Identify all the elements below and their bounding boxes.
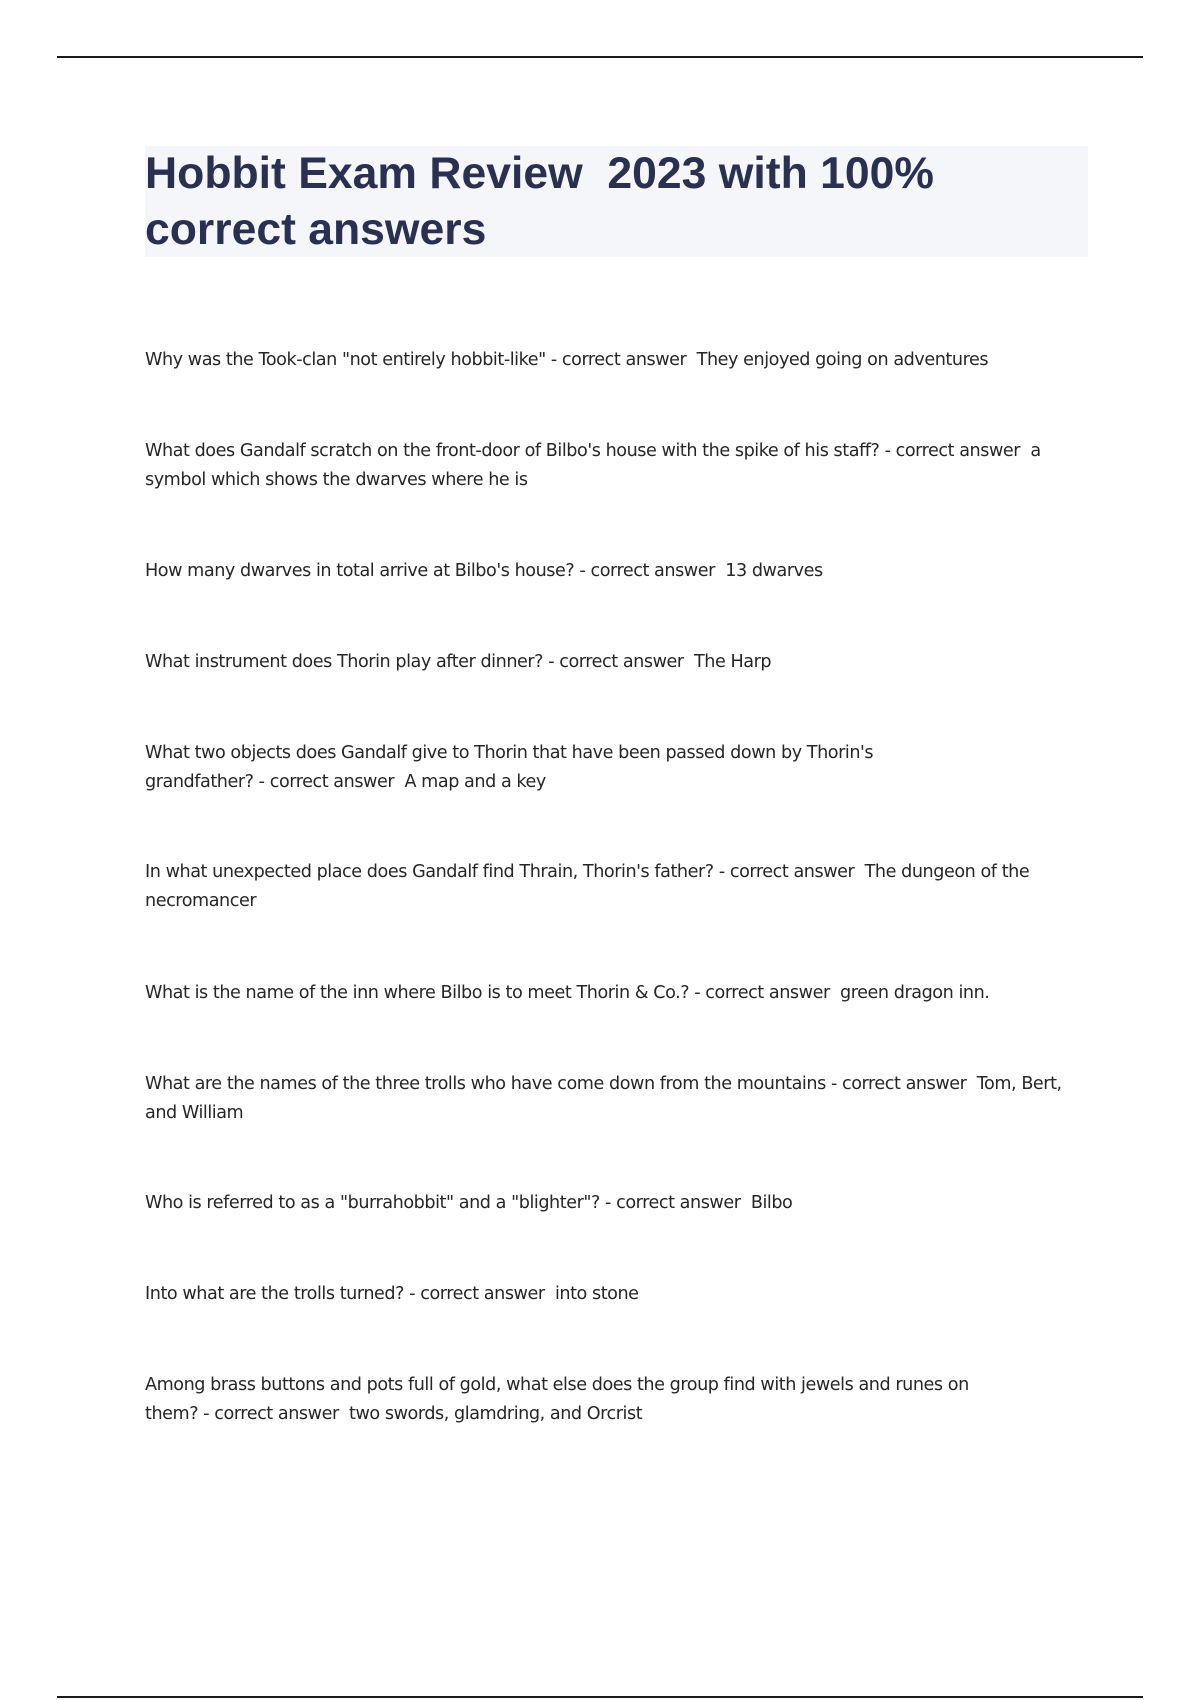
qa-item xyxy=(145,979,1090,1008)
qa-item xyxy=(145,346,1090,375)
answer-label: - correct answer xyxy=(404,1284,555,1304)
answer-text: They enjoyed going on adventures xyxy=(696,350,989,370)
answer-text: 13 dwarves xyxy=(725,561,823,581)
answer-text: The Harp xyxy=(693,652,772,672)
answer-text: The dungeon of the necromancer xyxy=(145,862,1035,911)
answer-label: - correct answer xyxy=(825,1074,977,1094)
qa-item xyxy=(145,1371,1090,1429)
question-text: What is the name of the inn where Bilbo is to meet Thorin & Co.? xyxy=(145,983,690,1003)
qa-item xyxy=(145,437,1090,495)
answer-label: - correct answer xyxy=(689,983,841,1003)
answer-text: Bilbo xyxy=(750,1193,793,1213)
qa-item xyxy=(145,1070,1090,1128)
answer-label: - correct answer xyxy=(545,350,697,370)
question-text: What two objects does Gandalf give to Thorin that have been passed down by Thorin's grandfather? xyxy=(145,743,879,792)
answer-label: - correct answer xyxy=(574,561,726,581)
question-text: Among brass buttons and pots full of gold, what else does the group find with jewels and runes on them? xyxy=(145,1375,974,1424)
question-text: Into what are the trolls turned? xyxy=(145,1284,405,1304)
question-text: What are the names of the three trolls who have come down from the mountains xyxy=(145,1074,826,1094)
answer-label: - correct answer xyxy=(253,772,405,792)
question-text: In what unexpected place does Gandalf find Thrain, Thorin's father? xyxy=(145,862,714,882)
qa-item xyxy=(145,739,1090,797)
answer-label: - correct answer xyxy=(543,652,694,672)
document-title: Hobbit Exam Review 2023 with 100% correct answers xyxy=(145,149,947,254)
answer-text: two swords, glamdring, and Orcrist xyxy=(349,1404,643,1424)
answer-label: - correct answer xyxy=(198,1404,350,1424)
answer-text: green dragon inn. xyxy=(840,983,990,1003)
answer-label: - correct answer xyxy=(713,862,865,882)
qa-item xyxy=(145,557,1090,586)
answer-text: A map and a key xyxy=(404,772,546,792)
answer-label: - correct answer xyxy=(599,1193,751,1213)
answer-text: a symbol which shows the dwarves where he is xyxy=(145,441,1046,490)
question-text: Who is referred to as a "burrahobbit" and a "blighter"? xyxy=(145,1193,600,1213)
qa-item xyxy=(145,1280,1090,1309)
answer-text: into stone xyxy=(554,1284,639,1304)
question-text: Why was the Took-clan "not entirely hobbit-like" xyxy=(145,350,546,370)
qa-item xyxy=(145,858,1090,916)
qa-item xyxy=(145,648,1090,677)
question-text: How many dwarves in total arrive at Bilbo's house? xyxy=(145,561,575,581)
title-block xyxy=(145,146,1088,257)
question-text: What does Gandalf scratch on the front-door of Bilbo's house with the spike of his staff? xyxy=(145,441,880,461)
qa-item xyxy=(145,1189,1090,1218)
question-text: What instrument does Thorin play after dinner? xyxy=(145,652,544,672)
answer-text: Tom, Bert, and William xyxy=(145,1074,1067,1123)
bottom-rule xyxy=(57,1696,1143,1698)
top-rule xyxy=(57,56,1143,58)
answer-label: - correct answer xyxy=(879,441,1031,461)
